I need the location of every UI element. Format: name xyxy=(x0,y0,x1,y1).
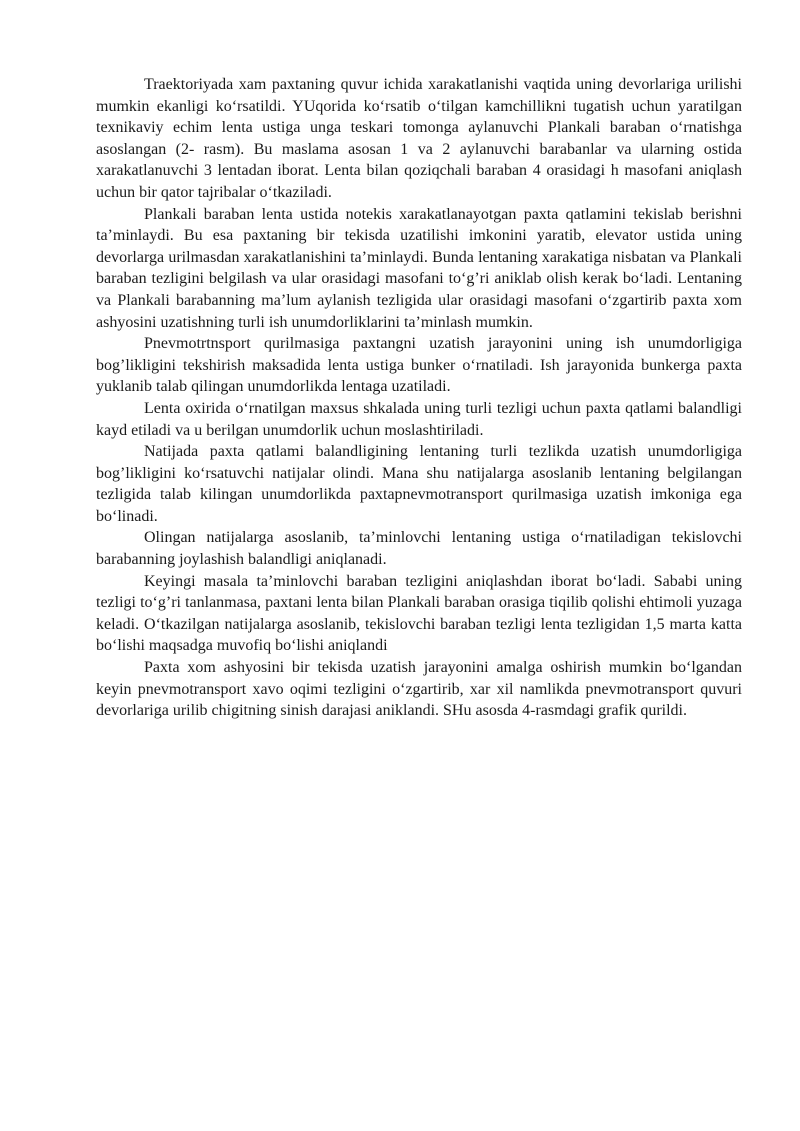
paragraph: Traektoriyada xam paxtaning quvur ichida xarakatlanishi vaqtida uning devorlariga urilishi mumkin ekanligi ko‘rsatildi. YUqorida ko‘rsatib o‘tilgan kamchillikni tugatish uchun yaratilgan texnikaviy echim lenta ustiga unga teskari tomonga aylanuvchi Plankali baraban o‘rnatishga asoslangan (2- rasm). Bu maslama asosan 1 va 2 aylanuvchi barabanlar va ularning ostida xarakatlanuvchi 3 lentadan iborat. Lenta bilan qoziqchali baraban 4 orasidagi h masofani aniqlash uchun bir qator tajribalar o‘tkaziladi. xyxy=(96,76,742,201)
paragraph: Natijada paxta qatlami balandligining lentaning turli tezlikda uzatish unumdorligiga bog’likligini ko‘rsatuvchi natijalar olindi. Mana shu natijalarga asoslanib lentaning belgilangan tezligida talab kilingan unumdorlikda paxtapnevmotransport qurilmasiga uzatish imkoniga ega bo‘linadi. xyxy=(96,443,742,525)
paragraph: Paxta xom ashyosini bir tekisda uzatish jarayonini amalga oshirish mumkin bo‘lgandan keyin pnevmotransport xavo oqimi tezligini o‘zgartirib, xar xil namlikda pnevmotransport quvuri devorlariga urilib chigitning sinish darajasi aniklandi. SHu asosda 4-rasmdagi grafik qurildi. xyxy=(96,659,742,720)
paragraph: Plankali baraban lenta ustida notekis xarakatlanayotgan paxta qatlamini tekislab berishni ta’minlaydi. Bu esa paxtaning bir tekisda uzatilishi imkonini yaratib, elevator ustida uning devorlarga urilmasdan xarakatlanishini ta’minlaydi. Bunda lentaning xarakatiga nisbatan va Plankali baraban tezligini belgilash va ular orasidagi masofani to‘g’ri aniklab olish kerak bo‘ladi. Lentaning va Plankali barabanning ma’lum aylanish tezligida ular orasidagi masofani o‘zgartirib paxta xom ashyosini uzatishning turli ish unumdorliklarini ta’minlash mumkin. xyxy=(96,205,742,331)
paragraph: Pnevmotrtnsport qurilmasiga paxtangni uzatish jarayonini uning ish unumdorligiga bog’likligini tekshirish maksadida lenta ustiga bunker o‘rnatiladi. Ish jarayonida bunkerga paxta yuklanib talab qilingan unumdorlikda lentaga uzatiladi. xyxy=(96,335,742,396)
paragraph: Olingan natijalarga asoslanib, ta’minlovchi lentaning ustiga o‘rnatiladigan tekislovchi barabanning joylashish balandligi aniqlanadi. xyxy=(96,529,742,569)
paragraph: Keyingi masala ta’minlovchi baraban tezligini aniqlashdan iborat bo‘ladi. Sababi uning tezligi to‘g’ri tanlanmasa, paxtani lenta bilan Plankali baraban orasiga tiqilib qolishi ehtimoli yuzaga keladi. O‘tkazilgan natijalarga asoslanib, tekislovchi baraban tezligi lenta tezligidan 1,5 marta katta bo‘lishi maqsadga muvofiq bo‘lishi aniqlandi xyxy=(96,572,742,655)
document-body xyxy=(96,74,742,722)
paragraph: Lenta oxirida o‘rnatilgan maxsus shkalada uning turli tezligi uchun paxta qatlami balandligi kayd etiladi va u berilgan unumdorlik uchun moslashtiriladi. xyxy=(96,399,742,439)
